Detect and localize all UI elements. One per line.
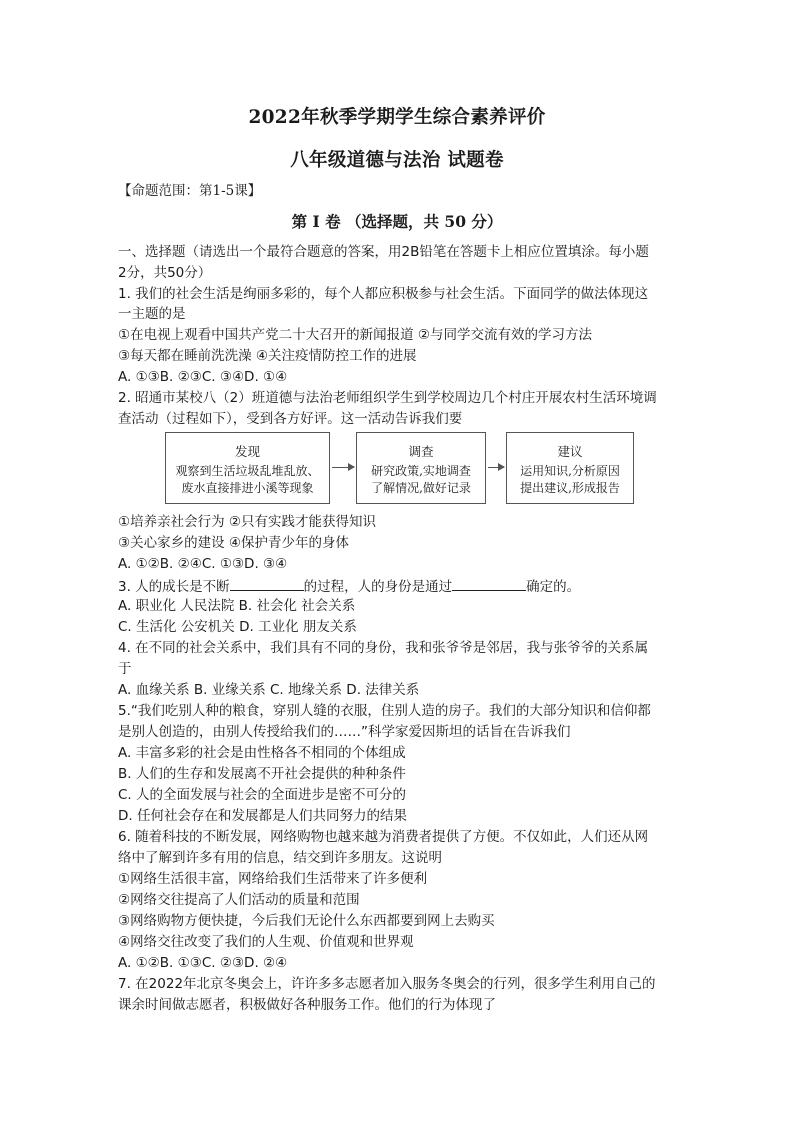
question-1-statements: ③每天都在睡前洗洗澡 ④关注疫情防控工作的进展 xyxy=(118,348,417,364)
question-2-statements: ③关心家乡的建设 ④保护青少年的身体 xyxy=(118,535,349,551)
question-3-text: 确定的。 xyxy=(526,579,581,595)
question-3-options: C. 生活化 公安机关 D. 工业化 朋友关系 xyxy=(118,619,357,635)
instructions-line: 2分，共50分） xyxy=(118,265,212,281)
question-3-text: 的过程，人的身份是通过 xyxy=(303,579,453,595)
flow-box-title: 发现 xyxy=(234,444,260,459)
flow-box-text: 了解情况,做好记录 xyxy=(371,481,471,495)
question-1-statements: ①在电视上观看中国共产党二十大召开的新闻报道 ②与同学交流有效的学习方法 xyxy=(118,327,592,343)
question-2-stem: 2. 昭通市某校八（2）班道德与法治老师组织学生到学校周边几个村庄开展农村生活环境调 xyxy=(118,390,657,406)
exam-scope: 【命题范围：第1-5课】 xyxy=(118,183,262,199)
flow-box-title: 建议 xyxy=(557,444,583,459)
question-1-options: A. ①③B. ②③C. ③④D. ①④ xyxy=(118,369,288,385)
question-2-statements: ①培养亲社会行为 ②只有实践才能获得知识 xyxy=(118,514,376,530)
question-4-stem: 4. 在不同的社会关系中，我们具有不同的身份，我和张爷爷是邻居，我与张爷爷的关系属 xyxy=(118,640,649,656)
flow-box-suggest xyxy=(506,432,634,504)
instructions-line: 一、选择题（请选出一个最符合题意的答案，用2B铅笔在答题卡上相应位置填涂。每小题 xyxy=(118,244,649,260)
flow-box-text: 研究政策,实地调查 xyxy=(371,464,471,478)
question-4-stem: 于 xyxy=(118,661,132,677)
flow-box-text: 提出建议,形成报告 xyxy=(520,481,620,495)
question-6-statements: ③网络购物方便快捷，今后我们无论什么东西都要到网上去购买 xyxy=(118,913,495,929)
flow-arrow xyxy=(488,467,504,468)
question-6-stem: 6. 随着科技的不断发展，网络购物也越来越为消费者提供了方便。不仅如此，人们还从网 xyxy=(118,829,649,845)
flow-box-text: 运用知识,分析原因 xyxy=(520,464,620,478)
question-1-stem: 一主题的是 xyxy=(118,306,186,322)
question-6-statements: ②网络交往提高了人们活动的质量和范围 xyxy=(118,892,360,908)
question-5-stem: 5.“我们吃别人种的粮食，穿别人缝的衣服，住别人造的房子。我们的大部分知识和信仰都 xyxy=(118,703,651,719)
flow-box-investigate xyxy=(356,432,486,504)
flow-box-discover xyxy=(165,432,330,504)
question-2-options: A. ①②B. ②④C. ①③D. ③④ xyxy=(118,556,288,572)
question-6-options: A. ①②B. ①③C. ②③D. ②④ xyxy=(118,955,288,971)
question-1-stem: 1. 我们的社会生活是绚丽多彩的，每个人都应积极参与社会生活。下面同学的做法体现这 xyxy=(118,286,649,302)
question-4-options: A. 血缘关系 B. 业缘关系 C. 地缘关系 D. 法律关系 xyxy=(118,682,420,698)
question-7-stem: 课余时间做志愿者，积极做好各种服务工作。他们的行为体现了 xyxy=(118,997,496,1013)
section-heading: 第 I 卷 （选择题，共 50 分） xyxy=(291,212,503,231)
exam-title: 2022年秋季学期学生综合素养评价 xyxy=(248,107,546,128)
question-5-option: A. 丰富多彩的社会是由性格各不相同的个体组成 xyxy=(118,745,406,761)
question-6-statements: ④网络交往改变了我们的人生观、价值观和世界观 xyxy=(118,934,414,950)
flow-box-text: 废水直接排进小溪等现象 xyxy=(181,481,314,495)
flow-box-text: 观察到生活垃圾乱堆乱放、 xyxy=(175,464,320,478)
question-5-option: C. 人的全面发展与社会的全面进步是密不可分的 xyxy=(118,787,407,803)
question-5-stem: 是别人创造的，由别人传授给我们的……”科学家爱因斯坦的话旨在告诉我们 xyxy=(118,724,571,740)
question-3-options: A. 职业化 人民法院 B. 社会化 社会关系 xyxy=(118,598,356,614)
exam-subtitle: 八年级道德与法治 试题卷 xyxy=(290,150,504,171)
question-6-statements: ①网络生活很丰富，网络给我们生活带来了许多便利 xyxy=(118,871,428,887)
answer-blank xyxy=(230,577,304,591)
flow-box-title: 调查 xyxy=(408,444,434,459)
question-2-stem: 查活动（过程如下），受到各方好评。这一活动告诉我们要 xyxy=(118,411,463,427)
activity-flowchart xyxy=(165,432,635,506)
question-5-option: D. 任何社会存在和发展都是人们共同努力的结果 xyxy=(118,808,407,824)
question-3-stem xyxy=(118,577,580,596)
answer-blank xyxy=(452,577,526,591)
question-6-stem: 络中了解到许多有用的信息，结交到许多朋友。这说明 xyxy=(118,850,442,866)
question-5-option: B. 人们的生存和发展离不开社会提供的种种条件 xyxy=(118,766,406,782)
question-7-stem: 7. 在2022年北京冬奥会上，许许多多志愿者加入服务冬奥会的行列，很多学生利用自己的 xyxy=(118,976,656,992)
flow-arrow xyxy=(332,467,354,468)
question-3-text: 3. 人的成长是不断 xyxy=(118,579,230,595)
